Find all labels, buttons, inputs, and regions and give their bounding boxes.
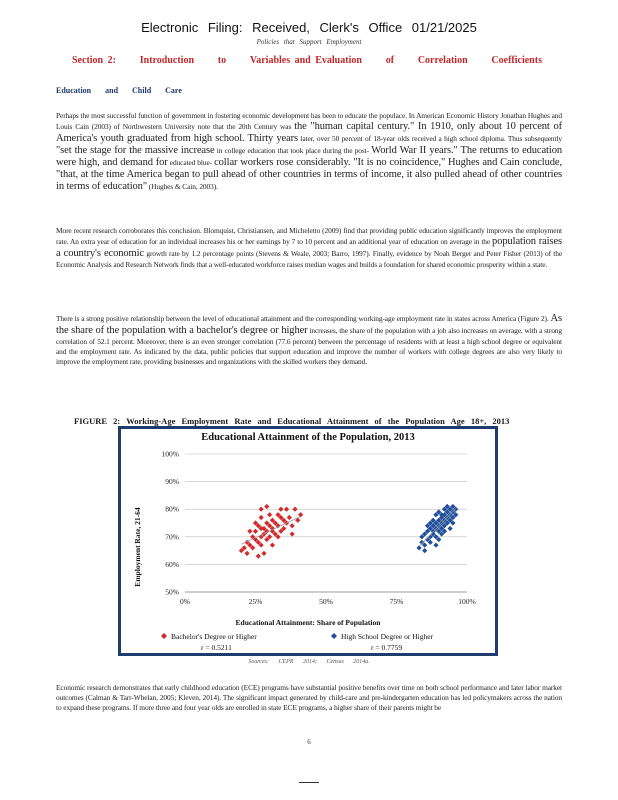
figure-source: Sources: CEPR 2014; Census 2014a. [248,659,370,665]
section-title [72,55,542,66]
paragraph-1 [56,111,562,193]
paragraph-text: As the share of the population with a bachelor's degree or higher [56,313,563,336]
paragraph-3 [56,313,562,368]
paragraph-text: increases, the share of the population with a job also increases on average, with a strong correlation of 52.1 percent. Moreover, there is an even stronger correlation (77.6 percent) between the percentage of residents with at least a high school degree or equivalent and the employment rate. As indicated by the data, public policies that support education and improve the number of workers with college degrees are also very likely to improve the employment rate, providing businesses and organizations with the skilled workers they demand. [56,326,562,367]
y-tick-label: 60% [165,559,179,569]
plot-area [162,450,476,607]
point-highschool [433,542,438,547]
y-tick-label: 100% [161,449,179,459]
point-bachelors [247,529,252,534]
point-bachelors [259,515,264,520]
point-bachelors [287,515,292,520]
paragraph-text: in college education that took place during the post- [216,146,369,156]
paragraph-text: growth rate by 1.2 percentage points (Stevens & Weale, 2003; Barro, 1997). Finally, evidence by Noah Berger and Peter Fisher (2013) of the Economic Analysis and Research Network finds that a well-educated workforce raises median wages and builds a foundation for shared economic prosperity within a state. [56,249,563,270]
point-bachelors [284,507,289,512]
paragraph-text: (Hughes & Cain, 2003). [148,182,218,192]
y-axis-label: Employment Rate, 21-64 [133,507,142,587]
point-bachelors [244,551,249,556]
x-tick-label: 0% [180,597,190,606]
legend-label-highschool: High School Degree or Higher [341,632,434,641]
paragraph-text: educated blue- [169,158,212,168]
r-value-bachelors: r = 0.5211 [201,643,232,652]
subheading: Education and Child Care [56,86,182,95]
point-bachelors [259,507,264,512]
paragraph-text: "set the stage for the massive increase [56,145,215,157]
paragraph-4: Economic research demonstrates that early childhood education (ECE) programs have substantial positive benefits over time on both school performance and later labor market outcomes (Calman & Tarr-Whelan, 2005; Kleven, 2014). The significant impact generated by child-care and pre-kindergarten education has led policymakers across the nation to expand these programs. If more three and four year olds are enrolled in state ECE programs, a higher share of their parents might be [56,683,562,713]
point-bachelors [278,507,283,512]
y-tick-label: 50% [165,587,179,597]
figure-title: FIGURE 2: Working-Age Employment Rate and Educational Attainment of the Population Age 18+, 2013 [74,416,510,426]
paragraph-text: More recent research corroborates this conclusion. Blomquist, Christiansen, and Micheletto (2009) find that providing public education significantly improves the employment rate. An extra year of education for an individual increases his or her earnings by 7 to 10 percent and an additional year of education on average in the [56,226,562,247]
point-bachelors [264,504,269,509]
x-axis-label: Educational Attainment: Share of Population [235,618,381,627]
section-title-word: of [385,55,395,66]
point-bachelors [256,554,261,559]
section-title-word: Coefficients [491,55,542,66]
paragraph-text: population raises a country's economic [56,236,563,260]
point-bachelors [270,542,275,547]
section-number: Section 2: [72,55,116,66]
legend [161,632,434,652]
chart-title: Educational Attainment of the Population, 2013 [201,432,415,443]
y-tick-label: 70% [165,532,179,542]
point-highschool [447,526,452,531]
point-bachelors [267,512,272,517]
point-bachelors [253,529,258,534]
footer-rule [299,782,319,783]
section-title-word: Introduction [139,55,195,66]
y-tick-label: 90% [165,477,179,487]
r-value-highschool: r = 0.7759 [371,643,403,652]
paragraph-text: collar workers rose considerably. "It is no coincidence," Hughes and Cain conclude, "that, at the time America began to pull ahead of other countries in terms of income, it also pulled ahead of other countries in terms of education" [56,157,563,193]
paragraph-text: Perhaps the most successful function of government in fostering economic development has been to educate the populace. In American Economic History Jonathan Hughes and Louis Cain (2003) of Northwestern University note that the 20th Century was [56,111,562,132]
legend-label-bachelors: Bachelor's Degree or Higher [171,632,257,641]
legend-marker-highschool [331,633,337,639]
x-tick-label: 25% [248,597,263,606]
section-title-word: Variables and Evaluation [249,55,362,66]
section-title-word: to [217,55,227,66]
paragraph-text: World War II years." The returns to education were high, and demand for [56,145,562,169]
point-bachelors [261,551,266,556]
legend-marker-bachelors [161,633,167,639]
paragraph-2 [56,226,562,270]
section-title-word: Correlation [417,55,468,66]
y-tick-label: 80% [165,504,179,514]
point-bachelors [290,523,295,528]
x-tick-label: 50% [319,597,333,606]
paragraph-text: There is a strong positive relationship between the level of educational attainment and the corresponding working-age employment rate in states across America (Figure 2). [56,314,549,323]
paragraph-text: later, over 50 percent of 18-year olds received a high school diploma. Thus subsequently [300,134,562,144]
point-highschool [422,548,427,553]
x-tick-label: 75% [389,597,404,606]
filing-header: Electronic Filing: Received, Clerk's Office 01/21/2025 [141,20,477,35]
x-tick-label: 100% [458,597,476,606]
point-bachelors [292,507,297,512]
point-bachelors [290,531,295,536]
page-number: 6 [307,738,311,746]
scatter-chart [121,429,495,653]
paragraph-text: the "human capital century." In 1910, only about 10 percent of America's youth graduated from high school. Thirty years [56,121,563,145]
page-subheader: Policies that Support Employment [256,38,362,46]
